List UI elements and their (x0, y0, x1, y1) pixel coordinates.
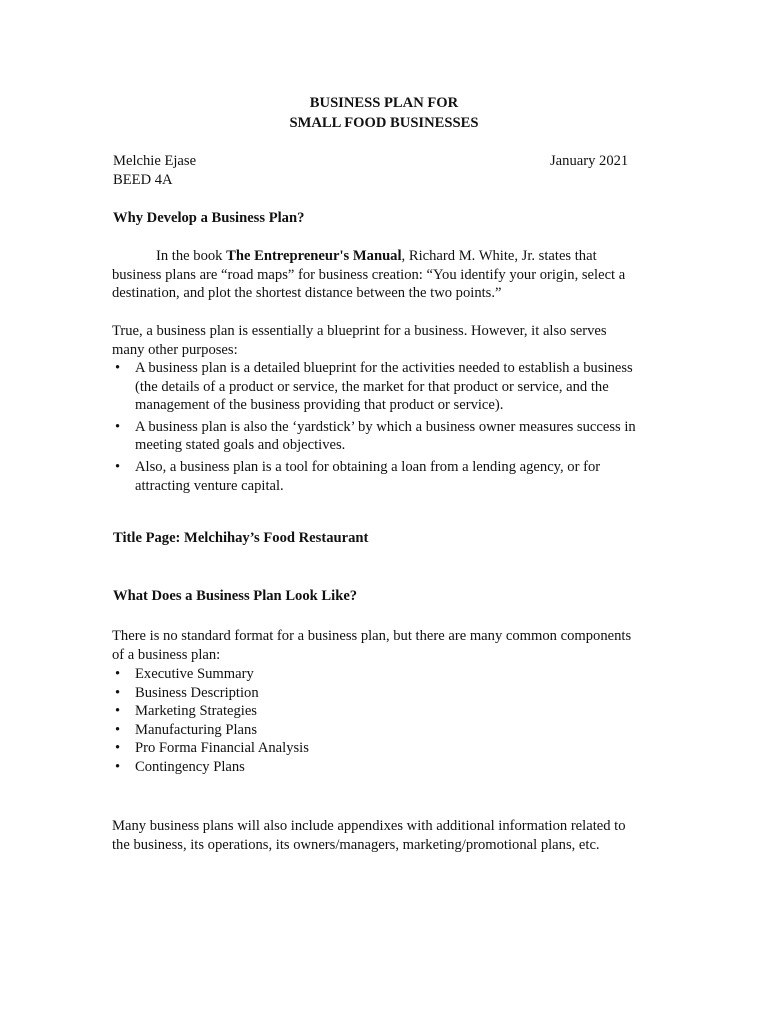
list-item (112, 739, 642, 758)
component-text: Executive Summary (135, 666, 254, 682)
component-text: Pro Forma Financial Analysis (135, 740, 309, 757)
intro-paragraph (112, 247, 642, 303)
bullet-icon: • (115, 418, 121, 435)
component-text: Manufacturing Plans (135, 721, 257, 738)
document-date: January 2021 (550, 153, 629, 169)
components-list (112, 665, 642, 777)
document-title (0, 94, 768, 133)
list-item (112, 359, 642, 415)
title-page-heading: Title Page: Melchihay’s Food Restaurant (113, 530, 369, 546)
list-item (112, 665, 642, 684)
heading-what-look: What Does a Business Plan Look Like? (113, 588, 358, 604)
bullet-icon: • (115, 666, 121, 682)
course-label: BEED 4A (113, 171, 173, 188)
author-block (113, 152, 196, 189)
bullet-icon: • (115, 740, 121, 757)
intro-post: , Richard M. White, Jr. states that business plans are “road maps” for business creation: “You identify your origin, select a destination, and plot the shortest distance between the two points.” (112, 248, 626, 302)
bullet-icon: • (115, 703, 121, 720)
title-line-1: BUSINESS PLAN FOR (309, 95, 459, 111)
bullet-icon: • (115, 360, 121, 376)
purpose-text: A business plan is also the ‘yardstick’ by which a business owner measures success in meeting stated goals and objectives. (135, 418, 636, 454)
components-paragraph: There is no standard format for a business plan, but there are many common components of a business plan: (112, 628, 632, 663)
purpose-text: Also, a business plan is a tool for obtaining a loan from a lending agency, or for attracting venture capital. (135, 458, 601, 494)
list-item (112, 721, 642, 740)
purposes-paragraph: True, a business plan is essentially a blueprint for a business. However, it also serves many other purposes: (112, 323, 607, 358)
bullet-icon: • (115, 721, 121, 738)
list-item (112, 702, 642, 721)
list-item (112, 684, 642, 703)
title-line-2: SMALL FOOD BUSINESSES (289, 114, 479, 131)
component-text: Marketing Strategies (135, 703, 257, 720)
bullet-icon: • (115, 458, 121, 475)
purpose-text: A business plan is a detailed blueprint for the activities needed to establish a business (the details of a product or service, the market for that product or service, and the management of the business providing that product or service). (135, 360, 633, 414)
component-text: Business Description (135, 684, 259, 701)
author-name: Melchie Ejase (113, 153, 197, 169)
intro-pre: In the book (156, 248, 227, 264)
bullet-icon: • (115, 758, 121, 775)
book-title: The Entrepreneur's Manual (226, 248, 402, 264)
heading-why-develop: Why Develop a Business Plan? (113, 210, 305, 226)
list-item (112, 458, 642, 495)
component-text: Contingency Plans (135, 758, 245, 775)
list-item (112, 418, 642, 455)
list-item (112, 758, 642, 777)
closing-paragraph: Many business plans will also include appendixes with additional information related to the business, its operations, its owners/managers, marketing/promotional plans, etc. (112, 818, 626, 853)
purposes-list (112, 359, 642, 495)
bullet-icon: • (115, 684, 121, 701)
